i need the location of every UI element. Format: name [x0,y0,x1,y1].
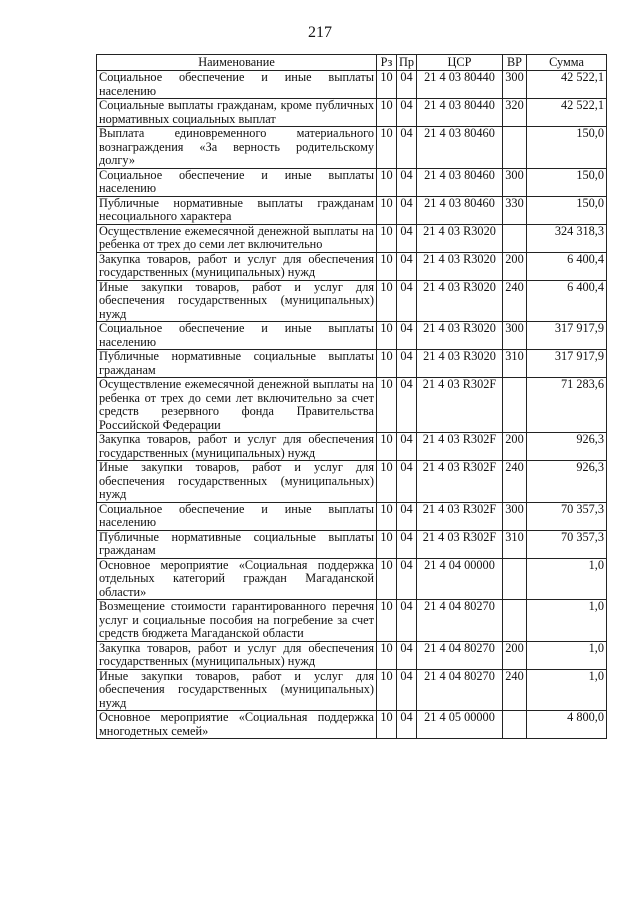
cell-pr: 04 [397,433,417,461]
cell-csr: 21 4 03 80440 [417,71,503,99]
cell-csr: 21 4 04 80270 [417,641,503,669]
cell-vr [503,600,527,642]
cell-sum: 42 522,1 [527,99,607,127]
cell-vr: 240 [503,280,527,322]
cell-pr: 04 [397,711,417,739]
cell-vr: 300 [503,502,527,530]
cell-vr: 300 [503,168,527,196]
cell-name: Закупка товаров, работ и услуг для обеспечения государственных (муниципальных) нужд [97,252,377,280]
cell-csr: 21 4 03 R3020 [417,322,503,350]
table-row [97,711,607,739]
cell-sum: 42 522,1 [527,71,607,99]
cell-sum: 70 357,3 [527,502,607,530]
cell-vr: 330 [503,196,527,224]
cell-vr: 200 [503,252,527,280]
cell-pr: 04 [397,530,417,558]
cell-pr: 04 [397,669,417,711]
cell-vr: 300 [503,322,527,350]
cell-pr: 04 [397,558,417,600]
header-sum: Сумма [527,55,607,71]
cell-csr: 21 4 04 80270 [417,600,503,642]
table-row [97,641,607,669]
cell-sum: 317 917,9 [527,350,607,378]
table-row [97,378,607,433]
cell-rz: 10 [377,252,397,280]
table-row [97,252,607,280]
cell-rz: 10 [377,71,397,99]
cell-csr: 21 4 05 00000 [417,711,503,739]
table-row [97,350,607,378]
cell-vr: 200 [503,433,527,461]
cell-vr: 240 [503,461,527,503]
cell-rz: 10 [377,711,397,739]
cell-csr: 21 4 03 R302F [417,502,503,530]
cell-name: Социальные выплаты гражданам, кроме публичных нормативных социальных выплат [97,99,377,127]
cell-pr: 04 [397,641,417,669]
cell-sum: 150,0 [527,127,607,169]
header-name: Наименование [97,55,377,71]
cell-sum: 150,0 [527,168,607,196]
cell-pr: 04 [397,502,417,530]
table-row [97,196,607,224]
header-vr: ВР [503,55,527,71]
table-row [97,502,607,530]
cell-vr [503,558,527,600]
cell-pr: 04 [397,127,417,169]
cell-csr: 21 4 03 80440 [417,99,503,127]
cell-sum: 6 400,4 [527,280,607,322]
cell-name: Закупка товаров, работ и услуг для обеспечения государственных (муниципальных) нужд [97,433,377,461]
cell-name: Публичные нормативные социальные выплаты гражданам [97,530,377,558]
cell-csr: 21 4 03 R302F [417,378,503,433]
cell-name: Основное мероприятие «Социальная поддержка многодетных семей» [97,711,377,739]
cell-vr: 310 [503,350,527,378]
cell-name: Социальное обеспечение и иные выплаты населению [97,168,377,196]
table-row [97,127,607,169]
cell-name: Возмещение стоимости гарантированного перечня услуг и социальные пособия на погребение за счет средств бюджета Магаданской области [97,600,377,642]
cell-pr: 04 [397,350,417,378]
cell-rz: 10 [377,502,397,530]
page-number: 217 [308,24,332,41]
cell-sum: 6 400,4 [527,252,607,280]
cell-csr: 21 4 03 R3020 [417,224,503,252]
cell-csr: 21 4 03 80460 [417,168,503,196]
cell-vr [503,378,527,433]
cell-csr: 21 4 04 80270 [417,669,503,711]
cell-name: Социальное обеспечение и иные выплаты населению [97,71,377,99]
header-csr: ЦСР [417,55,503,71]
cell-csr: 21 4 03 R302F [417,530,503,558]
cell-rz: 10 [377,350,397,378]
cell-rz: 10 [377,641,397,669]
budget-table [96,54,607,739]
cell-pr: 04 [397,71,417,99]
cell-pr: 04 [397,196,417,224]
table-row [97,433,607,461]
table-row [97,530,607,558]
cell-rz: 10 [377,600,397,642]
cell-vr: 200 [503,641,527,669]
header-pr: Пр [397,55,417,71]
cell-sum: 70 357,3 [527,530,607,558]
table-row [97,322,607,350]
cell-rz: 10 [377,530,397,558]
cell-csr: 21 4 03 R302F [417,461,503,503]
table-header-row [97,55,607,71]
cell-sum: 926,3 [527,433,607,461]
cell-sum: 1,0 [527,669,607,711]
cell-name: Социальное обеспечение и иные выплаты населению [97,502,377,530]
cell-pr: 04 [397,168,417,196]
cell-csr: 21 4 03 R3020 [417,280,503,322]
cell-sum: 1,0 [527,558,607,600]
cell-pr: 04 [397,378,417,433]
cell-sum: 150,0 [527,196,607,224]
cell-csr: 21 4 03 80460 [417,196,503,224]
cell-name: Закупка товаров, работ и услуг для обеспечения государственных (муниципальных) нужд [97,641,377,669]
cell-pr: 04 [397,600,417,642]
cell-rz: 10 [377,224,397,252]
table-row [97,558,607,600]
cell-name: Основное мероприятие «Социальная поддержка отдельных категорий граждан Магаданской области» [97,558,377,600]
cell-vr: 240 [503,669,527,711]
cell-sum: 324 318,3 [527,224,607,252]
cell-sum: 926,3 [527,461,607,503]
cell-vr: 300 [503,71,527,99]
cell-vr [503,224,527,252]
cell-name: Публичные нормативные выплаты гражданам несоциального характера [97,196,377,224]
cell-sum: 1,0 [527,641,607,669]
cell-pr: 04 [397,224,417,252]
cell-rz: 10 [377,669,397,711]
cell-name: Иные закупки товаров, работ и услуг для обеспечения государственных (муниципальных) нужд [97,280,377,322]
table-row [97,461,607,503]
cell-rz: 10 [377,99,397,127]
cell-rz: 10 [377,433,397,461]
cell-sum: 317 917,9 [527,322,607,350]
cell-rz: 10 [377,558,397,600]
cell-csr: 21 4 03 R3020 [417,252,503,280]
cell-name: Выплата единовременного материального вознаграждения «За верность родительскому долгу» [97,127,377,169]
cell-pr: 04 [397,252,417,280]
cell-rz: 10 [377,280,397,322]
table-body [97,71,607,739]
cell-sum: 1,0 [527,600,607,642]
cell-vr: 320 [503,99,527,127]
cell-csr: 21 4 03 R3020 [417,350,503,378]
cell-sum: 71 283,6 [527,378,607,433]
table-row [97,99,607,127]
header-rz: Рз [377,55,397,71]
cell-rz: 10 [377,322,397,350]
table-row [97,669,607,711]
table-row [97,71,607,99]
cell-csr: 21 4 03 R302F [417,433,503,461]
cell-pr: 04 [397,322,417,350]
table-row [97,280,607,322]
cell-rz: 10 [377,127,397,169]
cell-vr [503,127,527,169]
cell-vr [503,711,527,739]
table-row [97,168,607,196]
cell-csr: 21 4 04 00000 [417,558,503,600]
cell-rz: 10 [377,378,397,433]
cell-csr: 21 4 03 80460 [417,127,503,169]
cell-rz: 10 [377,168,397,196]
cell-rz: 10 [377,461,397,503]
cell-rz: 10 [377,196,397,224]
cell-name: Осуществление ежемесячной денежной выплаты на ребенка от трех до семи лет включительно за счет средств резервного фонда Правительства Российской Федерации [97,378,377,433]
cell-vr: 310 [503,530,527,558]
table-row [97,224,607,252]
cell-pr: 04 [397,99,417,127]
cell-name: Социальное обеспечение и иные выплаты населению [97,322,377,350]
cell-sum: 4 800,0 [527,711,607,739]
cell-name: Иные закупки товаров, работ и услуг для обеспечения государственных (муниципальных) нужд [97,461,377,503]
cell-name: Осуществление ежемесячной денежной выплаты на ребенка от трех до семи лет включительно [97,224,377,252]
cell-name: Публичные нормативные социальные выплаты гражданам [97,350,377,378]
cell-name: Иные закупки товаров, работ и услуг для обеспечения государственных (муниципальных) нужд [97,669,377,711]
cell-pr: 04 [397,280,417,322]
cell-pr: 04 [397,461,417,503]
table-row [97,600,607,642]
